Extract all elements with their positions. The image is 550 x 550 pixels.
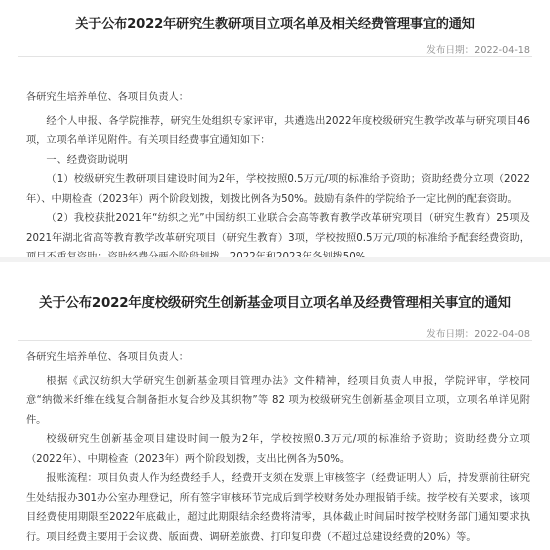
- divider: [18, 56, 532, 57]
- paragraph: 校级研究生创新基金项目建设时间一般为2年，学校按照0.3万元/项的标准给予资助；资助经费分立项（2022年）、中期检查（2023年）两个阶段划拨，支出比例各为50%。: [26, 434, 530, 465]
- paragraph: 经个人申报、各学院推荐，研究生处组织专家评审，共遴选出2022年度校级研究生教学改革与研究项目46项，立项名单详见附件。有关项目经费事宜通知如下：: [26, 115, 530, 146]
- section-heading: 一、经费资助说明: [46, 154, 128, 166]
- salutation: 各研究生培养单位、各项目负责人：: [26, 352, 189, 363]
- notice-body: [26, 348, 530, 547]
- publish-date: 发布日期：2022-04-18: [426, 45, 530, 56]
- notice-panel-teaching-projects: [0, 0, 550, 257]
- divider: [18, 340, 532, 341]
- notice-title[interactable]: 关于公布2022年研究生教研项目立项名单及相关经费管理事宜的通知: [75, 17, 475, 32]
- salutation: 各研究生培养单位、各项目负责人：: [26, 92, 189, 103]
- paragraph: 根据《武汉纺织大学研究生创新基金项目管理办法》文件精神，经项目负责人申报，学院评审，学校同意“纳微米纤维在线复合制备拒水复合纱及其织物”等 82 项为校级研究生创新基金项目立项，立项名单详见附件。: [26, 375, 530, 426]
- paragraph: 报账流程：项目负责人作为经费经手人，经费开支须在发票上审核签字（经费证明人）后，持发票前往研究生处结报办301办公室办理登记，所有签字审核环节完成后到学校财务处办理报销手续。按学校有关要求，该项目经费使用期限至2022年底截止，超过此期限结余经费将清零，具体截止时间届时按学校财务部门通知要求执行。项目经费主要用于会议费、版面费、调研差旅费、打印复印费（不超过总建设经费的20%）等。: [26, 473, 530, 543]
- publish-date: 发布日期：2022-04-08: [426, 329, 530, 340]
- notice-panel-innovation-fund: [0, 262, 550, 550]
- notice-title[interactable]: 关于公布2022年度校级研究生创新基金项目立项名单及经费管理相关事宜的通知: [39, 296, 511, 311]
- paragraph: （2）我校获批2021年“纺织之光”中国纺织工业联合会高等教育教学改革研究项目（研究生教育）25项及2021年湖北省高等教育教学改革研究项目（研究生教育）3项，学校按照0.5万元/项的标准给予配套经费资助，: [26, 213, 530, 244]
- paragraph: （1）校级研究生教研项目建设时间为2年，学校按照0.5万元/项的标准给予资助；资助经费分立项（2022年）、中期检查（2023年）两个阶段划拨，划拨比例各为50%。鼓励有条件的学院给予一定比例的配套资助。: [26, 174, 530, 205]
